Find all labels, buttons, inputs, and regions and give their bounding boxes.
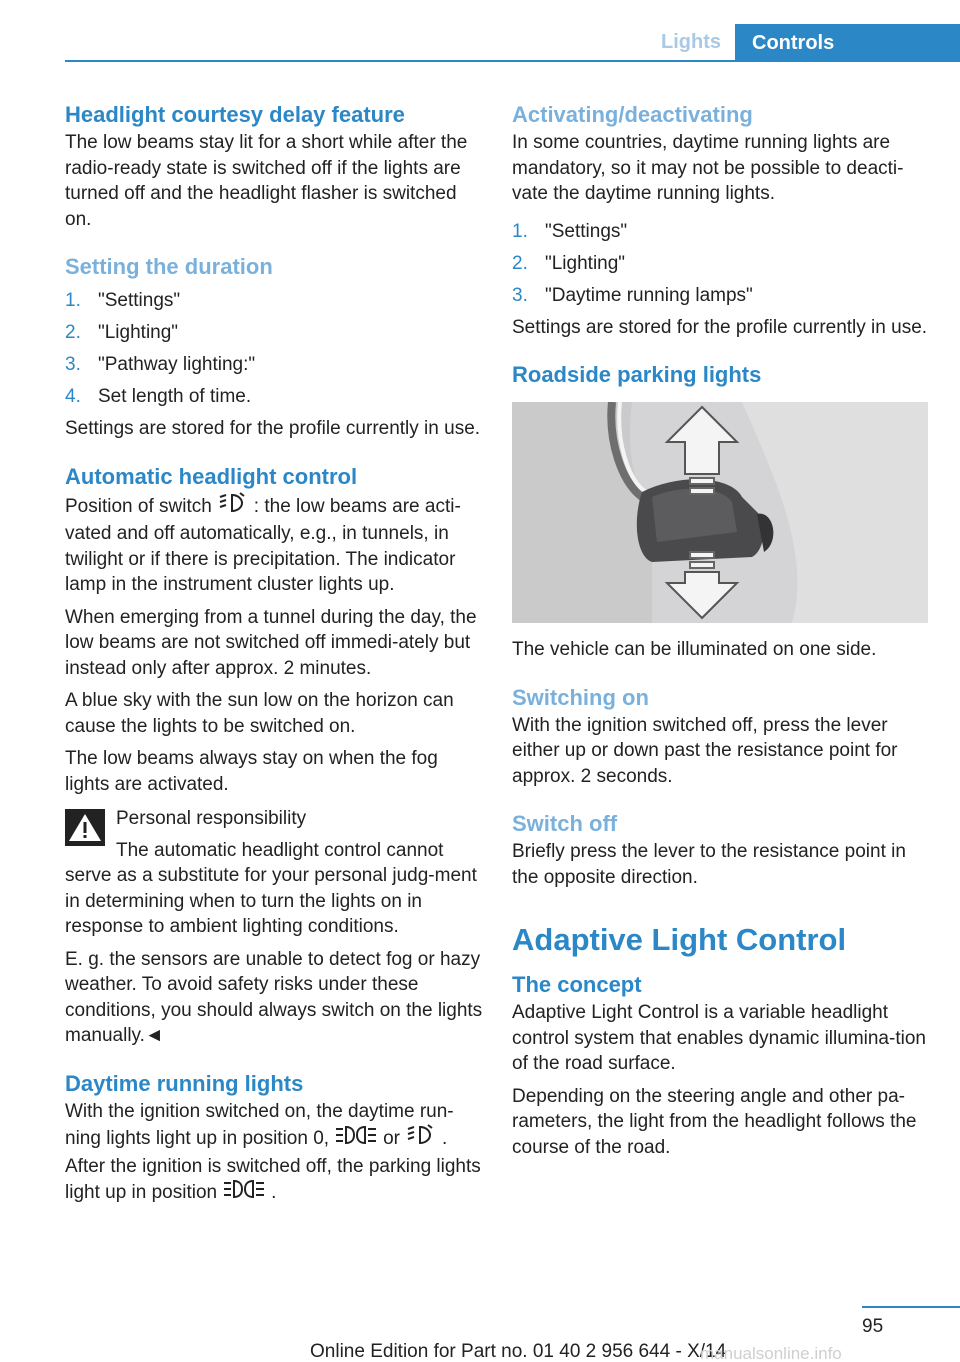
drl-heading: Daytime running lights [65,1070,304,1096]
warning-heading: Personal responsibility [116,808,307,829]
lever-illustration [512,402,928,623]
left-column [65,100,485,1207]
warning-p2: E. g. the sensors are unable to detect fog or hazy weather. To avoid safety risks under these conditions, you should always switch on the lights manually.◄ [65,948,483,1046]
activate-body: In some countries, daytime running lights are mandatory, so it may not be possible to deacti-vate the daytime running lights. [512,132,904,204]
activate-steps [512,219,932,309]
duration-heading: Setting the duration [65,254,273,279]
page-header [65,24,960,62]
activate-heading: Activating/deactivating [512,102,753,127]
page-number: 95 [862,1316,884,1337]
warning-p1: The automatic headlight control cannot serve as a substitute for your personal judg-ment in determining when to turn the lights on in response to ambient lighting conditions. [65,839,477,937]
courtesy-heading: Headlight courtesy delay feature [65,102,405,127]
drl-p1: With the ignition switched on, the daytime run-ning lights light up in position 0, or . [65,1099,485,1154]
concept-p2: Depending on the steering angle and other pa-rameters, the light from the headlight follows the course of the road. [512,1085,917,1158]
switch-off-body: Briefly press the lever to the resistance point in the opposite direction. [512,841,906,888]
parking-light-icon [223,1179,265,1207]
switch-off-heading: Switch off [512,811,618,836]
list-item: 2. "Lighting" [65,322,179,343]
edition-text: Online Edition for Part no. 01 40 2 956 644 - X/14 [310,1341,727,1362]
auto-headlight-icon [406,1124,436,1154]
auto-p1: Position of switch : the low beams are acti-vated and off automatically, e.g., in tunnels, in twilight or if there is precipitation. The indicator lamp in the instrument cluster lights up. [65,492,485,598]
header-rule [65,60,960,62]
auto-p2: When emerging from a tunnel during the day, the low beams are not switched off immedi-ately but instead only after approx. 2 minutes. [65,606,477,679]
footer-rule [862,1306,960,1308]
list-item: 3. "Pathway lighting:" [65,354,256,375]
warning-icon [65,809,105,846]
warning-box [65,806,485,1049]
list-item: 1. "Settings" [512,220,628,242]
section-tab-lights[interactable]: Lights [661,31,721,53]
duration-steps [65,288,485,410]
switching-on-heading: Switching on [512,684,649,710]
alc-heading: Adaptive Light Control [512,922,847,957]
list-item: 1. "Settings" [65,290,181,311]
concept-heading: The concept [512,972,642,997]
list-item: 4. Set length of time. [65,386,252,407]
roadside-heading: Roadside parking lights [512,362,762,387]
roadside-caption: The vehicle can be illuminated on one side. [512,639,877,660]
switching-on-body: With the ignition switched off, press the lever either up or down past the resistance point for approx. 2 seconds. [512,714,898,787]
auto-heading: Automatic headlight control [65,463,358,489]
duration-note: Settings are stored for the profile currently in use. [65,418,481,439]
list-item: 2. "Lighting" [512,252,626,274]
watermark: manualsonline.info [700,1344,842,1362]
activate-note: Settings are stored for the profile currently in use. [512,316,928,338]
drl-p2: After the ignition is switched off, the parking lights light up in position . [65,1154,485,1207]
auto-p3: A blue sky with the sun low on the horizon can cause the lights to be switched on. [65,690,454,737]
concept-p1: Adaptive Light Control is a variable headlight control system that enables dynamic illumina-tion of the road surface. [512,1002,926,1074]
right-column [512,100,932,1160]
parking-light-icon [335,1125,377,1153]
chapter-tab-controls[interactable]: Controls [735,24,960,62]
lever-drawing [512,402,928,623]
courtesy-body: The low beams stay lit for a short while after the radio-ready state is switched off if the lights are turned off and the headlight flasher is switched on. [65,132,468,230]
list-item: 3. "Daytime running lamps" [512,284,753,306]
auto-headlight-icon [218,492,248,522]
auto-p4: The low beams always stay on when the fog lights are activated. [65,748,438,795]
